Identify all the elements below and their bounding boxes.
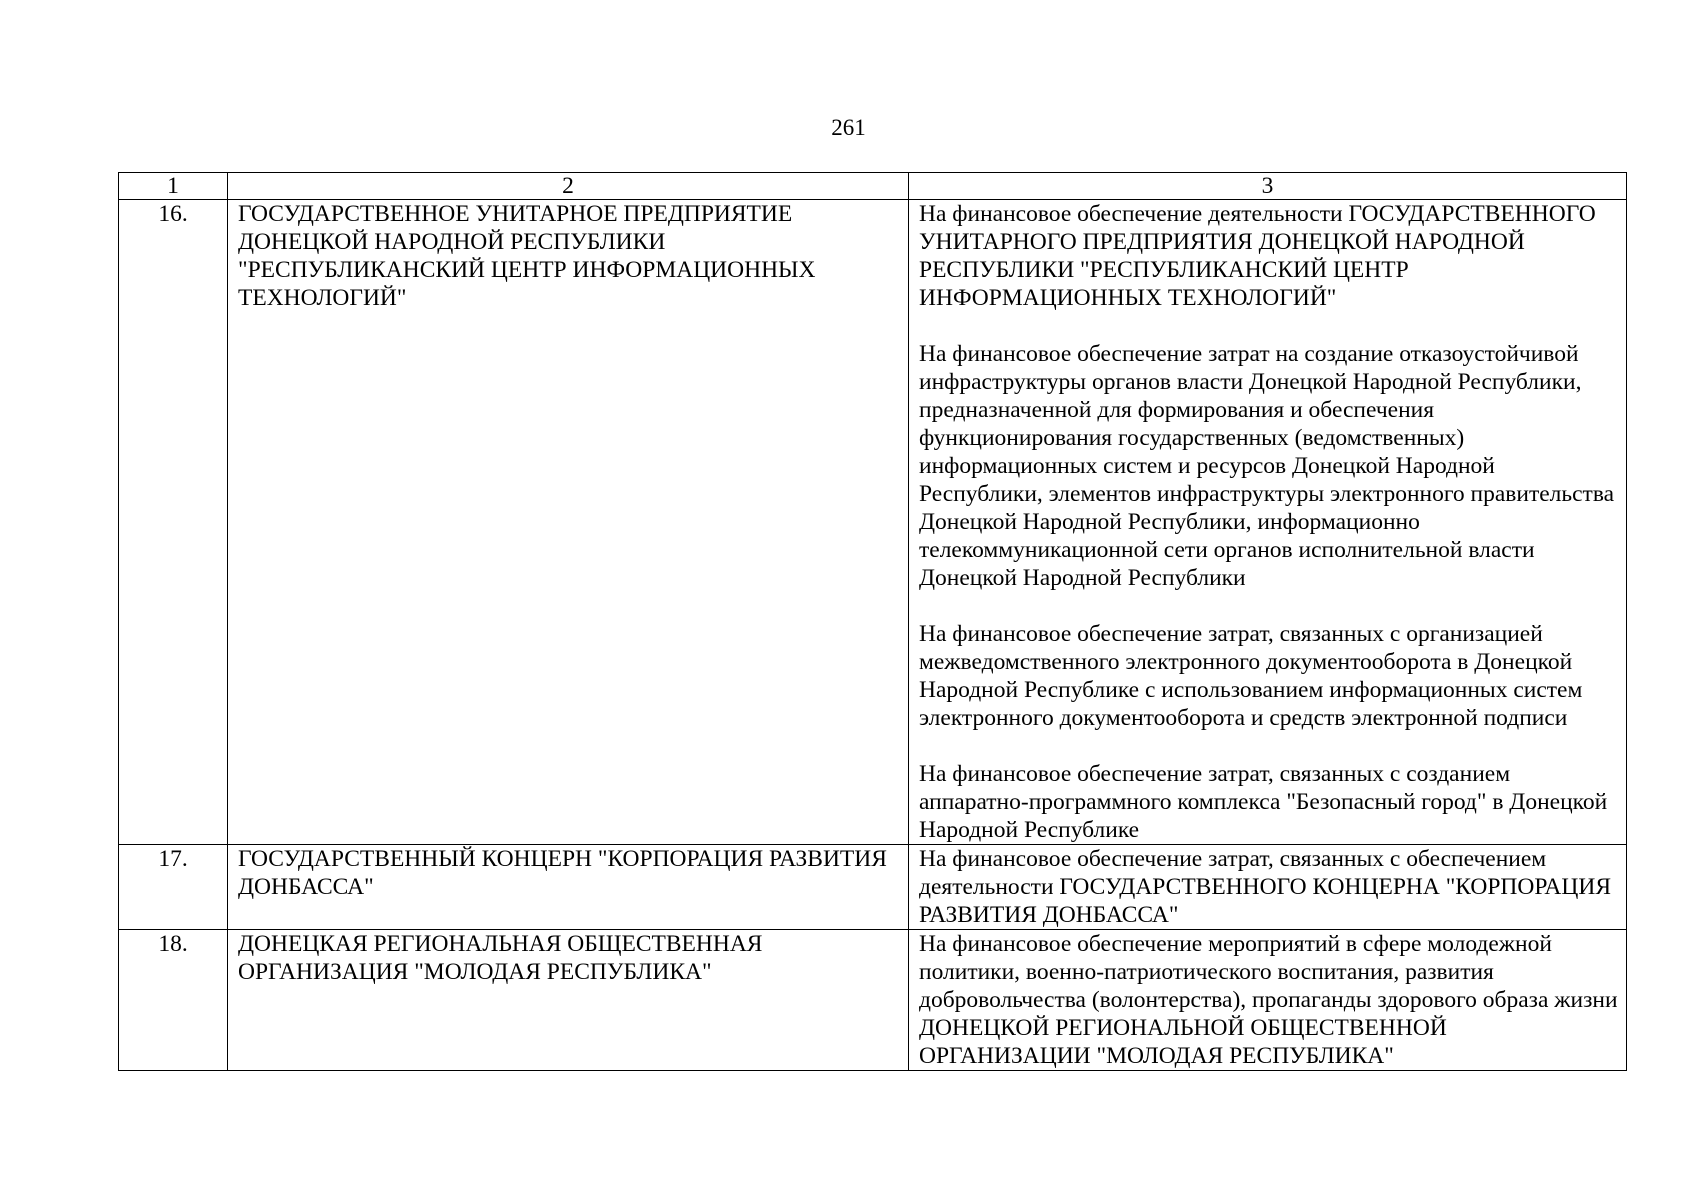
purpose-text: На финансовое обеспечение мероприятий в сфере молодежной политики, военно-патриотического воспитания, развития добровольчества (волонтерства), пропаганды здорового образа жизни ДОНЕЦКОЙ РЕГИОНАЛЬНОЙ ОБЩЕСТВЕННОЙ ОРГАНИЗАЦИИ "МОЛОДАЯ РЕСПУБЛИКА" — [919, 931, 1618, 1069]
table-row — [119, 845, 1627, 930]
column-header-2: 2 — [228, 173, 909, 200]
table-row — [119, 200, 1627, 845]
purpose-cell — [909, 930, 1627, 1071]
purpose-cell — [909, 200, 1627, 845]
purpose-text: На финансовое обеспечение затрат, связанных с обеспечением деятельности ГОСУДАРСТВЕННОГО КОНЦЕРНА "КОРПОРАЦИЯ РАЗВИТИЯ ДОНБАССА" — [919, 846, 1612, 928]
row-number: 18. — [119, 930, 228, 1071]
row-number: 17. — [119, 845, 228, 930]
organization-name: ГОСУДАРСТВЕННЫЙ КОНЦЕРН "КОРПОРАЦИЯ РАЗВИТИЯ ДОНБАССА" — [228, 845, 909, 930]
column-header-3: 3 — [909, 173, 1627, 200]
purpose-text: На финансовое обеспечение затрат, связанных с организацией межведомственного электронного документооборота в Донецкой Народной Республике с использованием информационных систем электронного документооборота и средств электронной подписи — [919, 621, 1583, 731]
purpose-text: На финансовое обеспечение затрат на создание отказоустойчивой инфраструктуры органов власти Донецкой Народной Республики, предназначенной для формирования и обеспечения функционирования государственных (ведомственных) информационных систем и ресурсов Донецкой Народной Республики, элементов инфраструктуры электронного правительства Донецкой Народной Республики, информационно телекоммуникационной сети органов исполнительной власти Донецкой Народной Республики — [919, 341, 1615, 591]
table-row — [119, 930, 1627, 1071]
purpose-cell — [909, 845, 1627, 930]
purpose-text: На финансовое обеспечение затрат, связанных с созданием аппаратно-программного комплекса "Безопасный город" в Донецкой Народной Республике — [919, 761, 1608, 843]
purpose-text: На финансовое обеспечение деятельности ГОСУДАРСТВЕННОГО УНИТАРНОГО ПРЕДПРИЯТИЯ ДОНЕЦКОЙ НАРОДНОЙ РЕСПУБЛИКИ "РЕСПУБЛИКАНСКИЙ ЦЕНТР ИНФОРМАЦИОННЫХ ТЕХНОЛОГИЙ" — [919, 201, 1596, 311]
organization-name: ДОНЕЦКАЯ РЕГИОНАЛЬНАЯ ОБЩЕСТВЕННАЯ ОРГАНИЗАЦИЯ "МОЛОДАЯ РЕСПУБЛИКА" — [228, 930, 909, 1071]
row-number: 16. — [119, 200, 228, 845]
page-number: 261 — [831, 115, 866, 140]
table-header-row — [119, 173, 1627, 200]
column-header-1: 1 — [119, 173, 228, 200]
organization-name: ГОСУДАРСТВЕННОЕ УНИТАРНОЕ ПРЕДПРИЯТИЕ ДОНЕЦКОЙ НАРОДНОЙ РЕСПУБЛИКИ "РЕСПУБЛИКАНСКИЙ ЦЕНТР ИНФОРМАЦИОННЫХ ТЕХНОЛОГИЙ" — [228, 200, 909, 845]
allocation-table — [118, 172, 1627, 1071]
